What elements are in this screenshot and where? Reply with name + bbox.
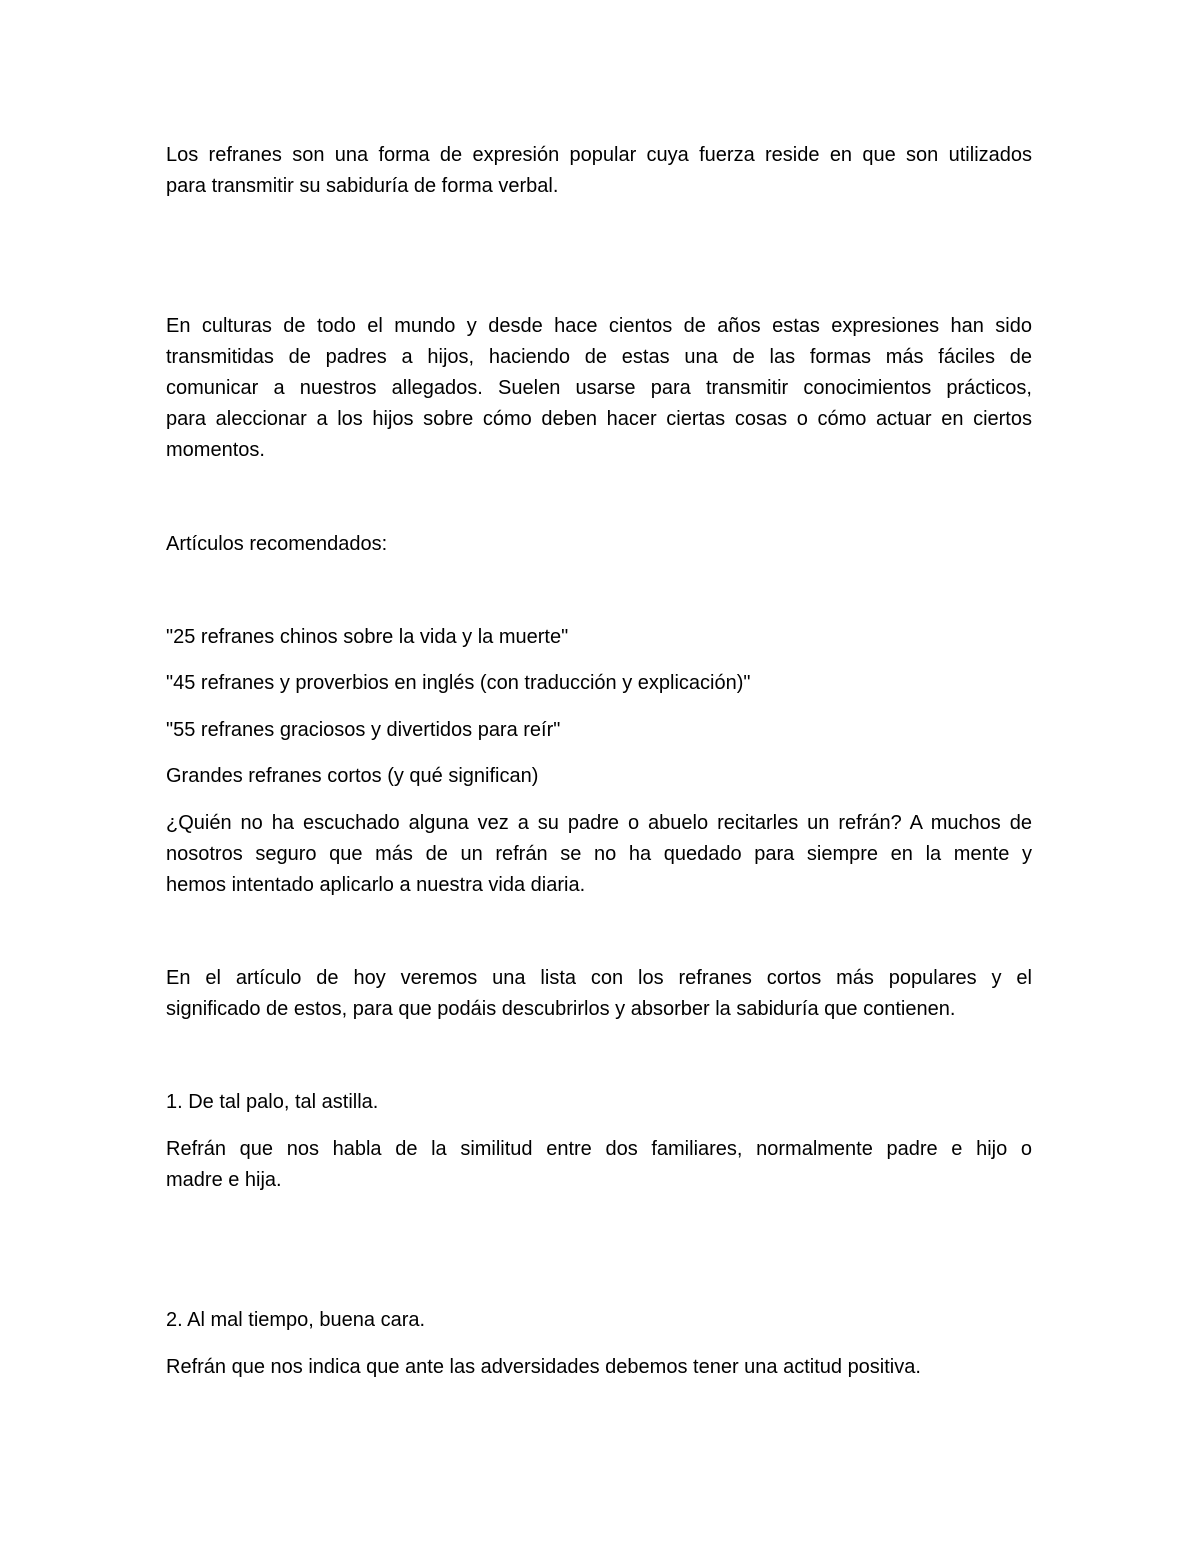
intro-paragraph-line: para transmitir su sabiduría de forma verbal. <box>166 175 559 197</box>
proverb-explanation-line: Refrán que nos habla de la similitud entre dos familiares, normalmente padre e hijo o <box>166 1138 1032 1160</box>
intro-question-line: hemos intentado aplicarlo a nuestra vida diaria. <box>166 874 586 896</box>
recommended-article-item: "25 refranes chinos sobre la vida y la muerte" <box>166 626 569 648</box>
proverb-explanation-line: Refrán que nos indica que ante las adversidades debemos tener una actitud positiva. <box>166 1356 921 1378</box>
culture-paragraph-line: momentos. <box>166 439 265 461</box>
recommended-heading: Artículos recomendados: <box>166 533 388 555</box>
document-title: Grandes refranes cortos (y qué significan) <box>166 765 539 787</box>
recommended-article-item: "45 refranes y proverbios en inglés (con traducción y explicación)" <box>166 672 751 694</box>
recommended-article-item: "55 refranes graciosos y divertidos para reír" <box>166 719 561 741</box>
intro-paragraph-line: Los refranes son una forma de expresión popular cuya fuerza reside en que son utilizados <box>166 144 1032 166</box>
proverb-explanation-line: madre e hija. <box>166 1169 282 1191</box>
intro-question-line: nosotros seguro que más de un refrán se no ha quedado para siempre en la mente y <box>166 843 1032 865</box>
intro-question-line: ¿Quién no ha escuchado alguna vez a su padre o abuelo recitarles un refrán? A muchos de <box>166 812 1032 834</box>
culture-paragraph-line: comunicar a nuestros allegados. Suelen usarse para transmitir conocimientos prácticos, <box>166 377 1032 399</box>
culture-paragraph-line: transmitidas de padres a hijos, haciendo de estas una de las formas más fáciles de <box>166 346 1032 368</box>
proverb-title: 2. Al mal tiempo, buena cara. <box>166 1309 426 1331</box>
article-intro-line: significado de estos, para que podáis descubrirlos y absorber la sabiduría que contienen. <box>166 998 956 1020</box>
article-intro-line: En el artículo de hoy veremos una lista con los refranes cortos más populares y el <box>166 967 1032 989</box>
culture-paragraph-line: para aleccionar a los hijos sobre cómo deben hacer ciertas cosas o cómo actuar en ciertos <box>166 408 1032 430</box>
proverb-title: 1. De tal palo, tal astilla. <box>166 1091 379 1113</box>
culture-paragraph-line: En culturas de todo el mundo y desde hace cientos de años estas expresiones han sido <box>166 315 1032 337</box>
